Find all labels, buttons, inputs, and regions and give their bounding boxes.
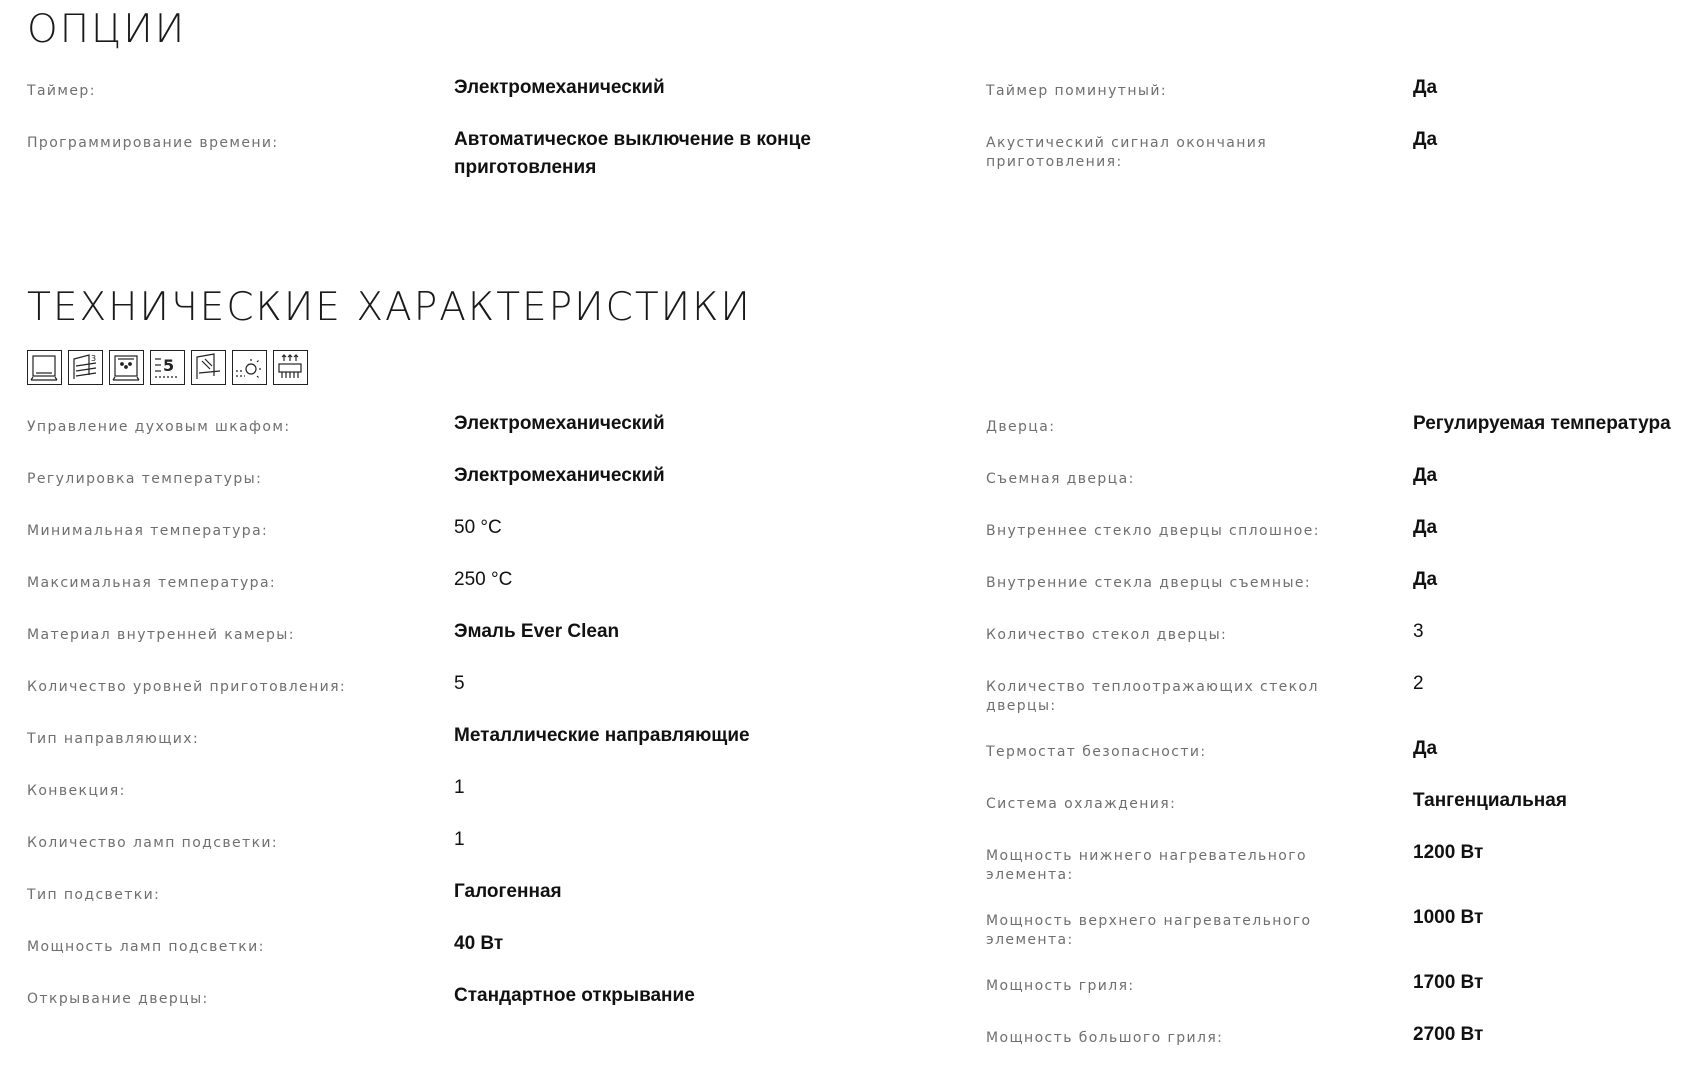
- spec-value: Регулируемая температура: [1413, 413, 1671, 434]
- svg-text:5: 5: [163, 356, 175, 375]
- spec-label: Таймер:: [27, 83, 96, 99]
- spec-value: 1: [454, 777, 465, 798]
- spec-label: Мощность нижнего нагревательного элемента:: [986, 848, 1307, 883]
- spec-value: Металлические направляющие: [454, 725, 750, 746]
- tech-section-title: ТЕХНИЧЕСКИЕ ХАРАКТЕРИСТИКИ: [27, 285, 752, 330]
- spec-label: Система охлаждения:: [986, 796, 1177, 812]
- spec-value: Да: [1413, 77, 1438, 98]
- spec-label: Минимальная температура:: [27, 523, 269, 539]
- spec-label: Мощность гриля:: [986, 978, 1135, 994]
- oven-convection-icon: [109, 350, 144, 385]
- spec-value: Да: [1413, 129, 1438, 150]
- spec-value: Автоматическое выключение в конце приготовления: [454, 129, 811, 178]
- spec-label: Тип подсветки:: [27, 887, 161, 903]
- spec-value: 250 °C: [454, 569, 513, 590]
- spec-value: 1200 Вт: [1413, 842, 1484, 863]
- spec-label: Дверца:: [986, 419, 1056, 435]
- spec-value: 1700 Вт: [1413, 972, 1484, 993]
- spec-label: Мощность ламп подсветки:: [27, 939, 265, 955]
- spec-label: Управление духовым шкафом:: [27, 419, 291, 435]
- spec-label: Количество ламп подсветки:: [27, 835, 279, 851]
- spec-label: Количество теплоотражающих стекол дверцы:: [986, 679, 1319, 714]
- spec-label: Тип направляющих:: [27, 731, 200, 747]
- spec-value: Электромеханический: [454, 77, 665, 98]
- feature-icons: [27, 350, 308, 385]
- spec-value: 2700 Вт: [1413, 1024, 1484, 1045]
- spec-label: Регулировка температуры:: [27, 471, 263, 487]
- spec-value: 5: [454, 673, 465, 694]
- spec-value: Да: [1413, 465, 1438, 486]
- spec-label: Открывание дверцы:: [27, 991, 209, 1007]
- spec-label: Мощность большого гриля:: [986, 1030, 1224, 1046]
- spec-label: Количество стекол дверцы:: [986, 627, 1228, 643]
- door-glass-icon: [191, 350, 226, 385]
- five-levels-icon: [150, 350, 185, 385]
- spec-label: Количество уровней приготовления:: [27, 679, 347, 695]
- spec-value: Эмаль Ever Clean: [454, 621, 620, 642]
- spec-value: Да: [1413, 569, 1438, 590]
- spec-value: 3: [1413, 621, 1424, 642]
- spec-value: Электромеханический: [454, 465, 665, 486]
- three-level-rack-icon: [68, 350, 103, 385]
- spec-label: Съемная дверца:: [986, 471, 1135, 487]
- spec-value: 2: [1413, 673, 1424, 694]
- spec-label: Акустический сигнал окончания приготовления:: [986, 135, 1268, 170]
- top-heat-grill-icon: [273, 350, 308, 385]
- spec-label: Внутренние стекла дверцы съемные:: [986, 575, 1312, 591]
- spec-label: Термостат безопасности:: [986, 744, 1207, 760]
- spec-value: Тангенциальная: [1413, 790, 1567, 811]
- lamp-light-icon: [232, 350, 267, 385]
- spec-value: 1: [454, 829, 465, 850]
- spec-label: Программирование времени:: [27, 135, 279, 151]
- spec-value: 50 °C: [454, 517, 502, 538]
- spec-value: Галогенная: [454, 881, 562, 902]
- svg-text:3: 3: [91, 354, 97, 363]
- spec-label: Мощность верхнего нагревательного элемента:: [986, 913, 1312, 948]
- spec-value: Да: [1413, 517, 1438, 538]
- spec-value: Стандартное открывание: [454, 985, 695, 1006]
- oven-bottom-heat-icon: [27, 350, 62, 385]
- spec-label: Внутреннее стекло дверцы сплошное:: [986, 523, 1320, 539]
- spec-label: Таймер поминутный:: [986, 83, 1167, 99]
- spec-label: Материал внутренней камеры:: [27, 627, 295, 643]
- spec-value: 1000 Вт: [1413, 907, 1484, 928]
- spec-value: 40 Вт: [454, 933, 504, 954]
- spec-value: Электромеханический: [454, 413, 665, 434]
- options-section-title: ОПЦИИ: [27, 7, 187, 52]
- spec-label: Конвекция:: [27, 783, 126, 799]
- spec-label: Максимальная температура:: [27, 575, 277, 591]
- spec-value: Да: [1413, 738, 1438, 759]
